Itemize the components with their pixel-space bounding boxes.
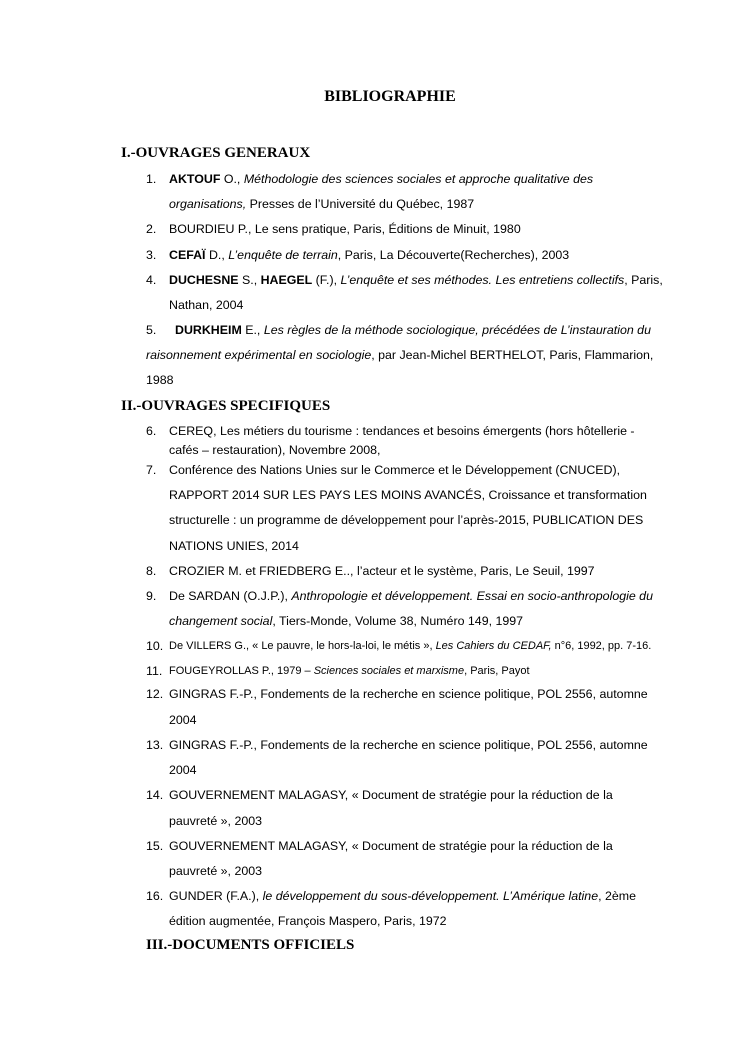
ref-number: 11. [146, 664, 163, 678]
ref-5-line-1: DURKHEIM E., Les règles de la méthode sociologique, précédées de L’instauration du [175, 323, 651, 337]
ref-number: 7. [146, 463, 157, 477]
ref-number: 10. [146, 639, 164, 653]
ref-9-line-1: De SARDAN (O.J.P.), Anthropologie et développement. Essai en socio-anthropologie du [169, 589, 653, 603]
ref-1-line-1: AKTOUF O., Méthodologie des sciences sociales et approche qualitative des [169, 172, 594, 186]
ref-12-line-1: GINGRAS F.-P., Fondements de la recherche en science politique, POL 2556, automne [169, 687, 648, 701]
ref-7-line-2: RAPPORT 2014 SUR LES PAYS LES MOINS AVANCÉS, Croissance et transformation [169, 488, 647, 502]
ref-4-line-1: DUCHESNE S., HAEGEL (F.), L’enquête et ses méthodes. Les entretiens collectifs, Paris, [169, 273, 663, 287]
ref-3-line-1: CEFAÏ D., L’enquête de terrain, Paris, La Découverte(Recherches), 2003 [169, 248, 570, 262]
section-heading-general: I.-OUVRAGES GENERAUX [121, 145, 311, 161]
ref-number: 13. [146, 738, 164, 752]
ref-5-line-2: raisonnement expérimental en sociologie, par Jean-Michel BERTHELOT, Paris, Flammarion, [146, 348, 654, 362]
ref-8-line-1: CROZIER M. et FRIEDBERG E.., l’acteur et le système, Paris, Le Seuil, 1997 [169, 564, 595, 578]
ref-14-line-1: GOUVERNEMENT MALAGASY, « Document de stratégie pour la réduction de la [169, 788, 613, 802]
ref-1-line-2: organisations, Presses de l’Université du Québec, 1987 [169, 197, 475, 211]
ref-number: 15. [146, 839, 164, 853]
ref-number: 2. [146, 222, 157, 236]
ref-10-line-1: De VILLERS G., « Le pauvre, le hors-la-loi, le métis », Les Cahiers du CEDAF, n°6, 1992, pp. 7-16. [169, 640, 652, 652]
ref-number: 16. [146, 889, 164, 903]
ref-number: 3. [146, 248, 157, 262]
ref-number: 1. [146, 172, 157, 186]
ref-6-line-1: CEREQ, Les métiers du tourisme : tendances et besoins émergents (hors hôtellerie - [169, 424, 635, 438]
section-heading-specific: II.-OUVRAGES SPECIFIQUES [121, 398, 331, 414]
ref-4-line-2: Nathan, 2004 [169, 298, 244, 312]
ref-16-line-1: GUNDER (F.A.), le développement du sous-développement. L’Amérique latine, 2ème [169, 889, 636, 903]
ref-13-line-1: GINGRAS F.-P., Fondements de la recherche en science politique, POL 2556, automne [169, 738, 648, 752]
ref-number: 9. [146, 589, 157, 603]
ref-number: 8. [146, 564, 157, 578]
ref-16-line-2: édition augmentée, François Maspero, Paris, 1972 [169, 914, 447, 928]
ref-7-line-3: structurelle : un programme de développement pour l’après-2015, PUBLICATION DES [169, 513, 644, 527]
ref-12-line-2: 2004 [169, 713, 197, 727]
page-title: BIBLIOGRAPHIE [324, 88, 456, 105]
ref-number: 4. [146, 273, 157, 287]
section-heading-official: III.-DOCUMENTS OFFICIELS [146, 937, 355, 953]
ref-14-line-2: pauvreté », 2003 [169, 814, 263, 828]
ref-2-line-1: BOURDIEU P., Le sens pratique, Paris, Éditions de Minuit, 1980 [169, 222, 521, 236]
ref-5-line-3: 1988 [146, 373, 174, 387]
ref-11-line-1: FOUGEYROLLAS P., 1979 – Sciences sociales et marxisme, Paris, Payot [169, 665, 530, 677]
ref-9-line-2: changement social, Tiers-Monde, Volume 38, Numéro 149, 1997 [169, 614, 524, 628]
ref-7-line-4: NATIONS UNIES, 2014 [169, 539, 299, 553]
ref-number: 14. [146, 788, 164, 802]
ref-15-line-1: GOUVERNEMENT MALAGASY, « Document de stratégie pour la réduction de la [169, 839, 613, 853]
ref-number: 5. [146, 323, 157, 337]
ref-7-line-1: Conférence des Nations Unies sur le Commerce et le Développement (CNUCED), [169, 463, 621, 477]
ref-6-line-2: cafés – restauration), Novembre 2008, [169, 443, 381, 457]
ref-number: 6. [146, 424, 157, 438]
ref-15-line-2: pauvreté », 2003 [169, 864, 263, 878]
ref-number: 12. [146, 687, 164, 701]
ref-13-line-2: 2004 [169, 763, 197, 777]
